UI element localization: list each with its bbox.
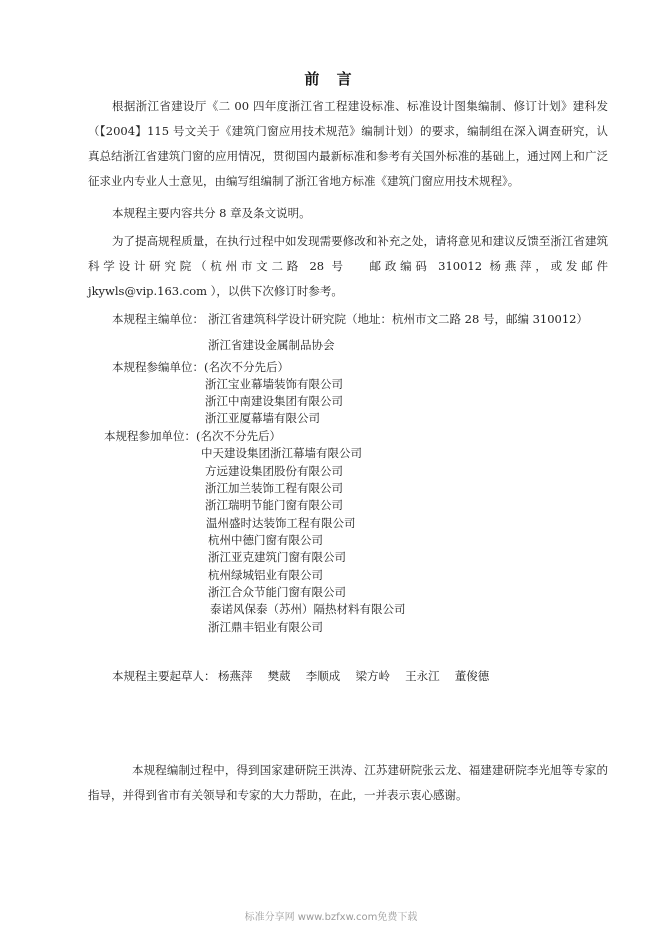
participants-label: 本规程参加单位：(名次不分先后） [104, 429, 281, 443]
participant-unit: 温州盛时达装饰工程有限公司 [206, 516, 356, 530]
participant-unit: 中天建设集团浙江幕墙有限公司 [201, 446, 362, 460]
participant-unit: 浙江亚克建筑门窗有限公司 [208, 550, 346, 564]
drafters-label: 本规程主要起草人： [112, 669, 216, 683]
participant-unit: 方远建设集团股份有限公司 [205, 464, 343, 478]
intro-paragraph: 根据浙江省建设厅《二 00 四年度浙江省工程建设标准、标准设计图集编制、修订计划》建科发（【2004】115 号文关于《建筑门窗应用技术规范》编制计划）的要求，编制组在深入调查研究，认真总结浙江省建筑门窗的应用情况，贯彻国内最新标准和参考有关国外标准的基础上，通过网上和广泛征求业内专业人士意见，由编写组编制了浙江省地方标准《建筑门窗应用技术规程》。 [88, 99, 608, 188]
participant-unit: 杭州中德门窗有限公司 [208, 533, 323, 547]
content-summary-paragraph: 本规程主要内容共分 8 章及条文说明。 [112, 206, 311, 220]
participant-unit: 浙江加兰装饰工程有限公司 [205, 481, 343, 495]
chief-editor-unit: 浙江省建设金属制品协会 [208, 338, 335, 352]
acknowledgement-paragraph: 本规程编制过程中，得到国家建研院王洪涛、江苏建研院张云龙、福建建研院李光旭等专家的指导，并得到省市有关领导和专家的大力帮助，在此，一并表示衷心感谢。 [88, 763, 608, 802]
chief-editor-unit: 浙江省建筑科学设计研究院（地址：杭州市文二路 28 号，邮编 310012） [208, 312, 588, 326]
participant-unit: 浙江鼎丰铝业有限公司 [208, 620, 323, 634]
page-title: 前 言 [304, 70, 358, 88]
co-editor-unit: 浙江宝业幕墙装饰有限公司 [205, 377, 343, 391]
footer-watermark: 标准分享网 www.bzfxw.com免费下载 [244, 912, 418, 923]
feedback-paragraph: 为了提高规程质量，在执行过程中如发现需要修改和补充之处，请将意见和建议反馈至浙江省建筑科学设计研究院（杭州市文二路 28 号 邮政编码 310012 杨燕萍，或发邮件 jkywls@vip.163.com ），以供下次修订时参考。 [88, 234, 608, 298]
co-editor-label: 本规程参编单位：(名次不分先后） [112, 360, 289, 374]
co-editor-unit: 浙江中南建设集团有限公司 [205, 394, 343, 408]
participant-unit: 浙江合众节能门窗有限公司 [208, 585, 346, 599]
chief-editor-label: 本规程主编单位： [112, 312, 204, 326]
participant-unit: 浙江瑞明节能门窗有限公司 [205, 498, 343, 512]
participant-unit: 杭州绿城铝业有限公司 [208, 568, 323, 582]
drafters-names: 杨燕萍 樊葳 李顺成 梁方岭 王永江 董俊德 [218, 669, 490, 683]
co-editor-unit: 浙江亚厦幕墙有限公司 [205, 411, 320, 425]
participant-unit: 泰诺风保泰（苏州）隔热材料有限公司 [210, 602, 406, 616]
